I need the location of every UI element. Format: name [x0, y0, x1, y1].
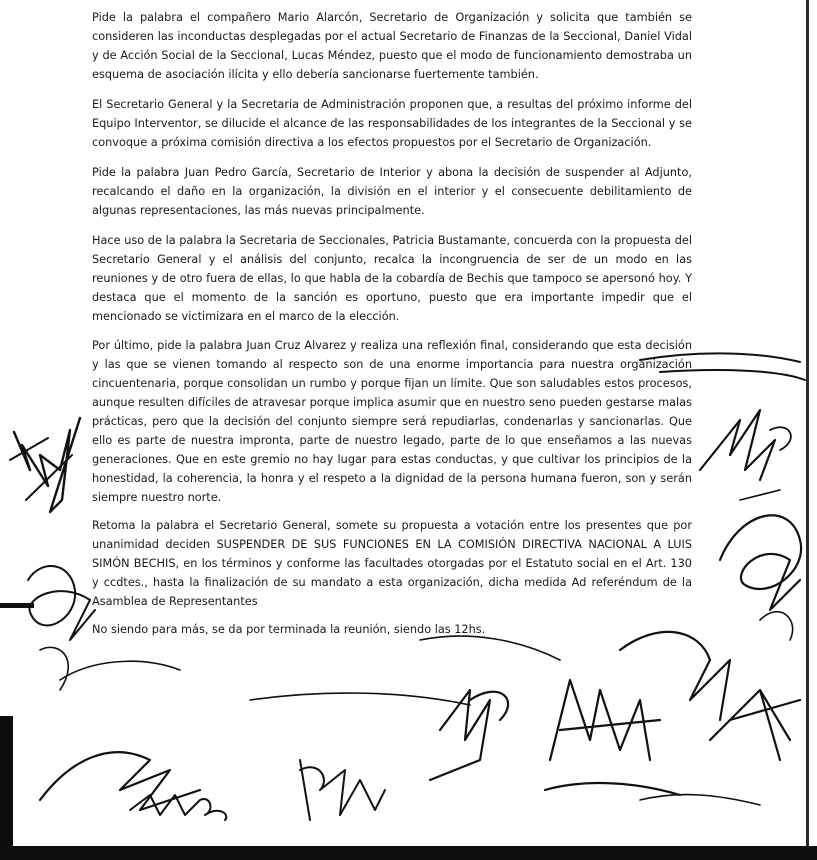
page-edge-shadow [806, 0, 809, 860]
signature-bottom-center [420, 636, 560, 780]
scan-mark-left-bar [0, 716, 13, 860]
paragraph-cierre: No siendo para más, se da por terminada la reunión, siendo las 12hs. [92, 623, 486, 636]
paragraph-alvarez: Por último, pide la palabra Juan Cruz Alvarez y realiza una reflexión final, considerando que esta decisión y las que se vienen tomando al respecto son de una enorme importancia para nuestra organización cincuentenaria, porque consolidan un rumbo y porque fijan un límite. Que son saludables estos procesos, aunque resulten difíciles de atravesar porque implica asumir que en nuestro seno pueden gestarse malas prácticas, pero que la decisión del conjunto siempre será repudiarlas, condenarlas y sancionarlas. Que ello es parte de nuestra impronta, parte de nuestro legado, parte de lo que enseñamos a las nuevas generaciones. Que en este gremio no hay lugar para estas conductas, y que cultivar los principios de la honestidad, la coherencia, la honra y el respeto a la dignidad de la persona humana fueron, son y serán siempre nuestro norte. [92, 339, 692, 504]
paragraph-alarcon: Pide la palabra el compañero Mario Alarcón, Secretario de Organización y solicita que también se consideren las inconductas desplegadas por el actual Secretario de Finanzas de la Seccional, Daniel Vidal y de Acción Social de la Seccional, Lucas Méndez, puesto que el modo de funcionamiento demostraba un esquema de asociación ilícita y ello debería sancionarse fuertemente también. [92, 11, 692, 81]
paragraph-garcia: Pide la palabra Juan Pedro García, Secretario de Interior y abona la decisión de suspender al Adjunto, recalcando el daño en la organización, la división en el interior y el consecuente debilitamiento de algunas representaciones, las más nuevas principalmente. [92, 166, 692, 217]
signature-left-middle [28, 566, 95, 690]
signature-bottom-center-left [250, 693, 470, 820]
scan-mark-bottom-bar [0, 846, 817, 860]
document-body [92, 8, 692, 639]
scan-mark-left-tab [0, 603, 34, 608]
signature-bottom-right [620, 632, 800, 805]
paragraph-bustamante: Hace uso de la palabra la Secretaria de Seccionales, Patricia Bustamante, concuerda con la propuesta del Secretario General y el análisis del conjunto, recalca la incongruencia de ser de un modo en las reuniones y de otro fuera de ellas, lo que habla de la cobardía de Bechis que tampoco se apersonó hoy. Y destaca que el momento de la sanción es oportuno, puesto que era importante impedir que el mencionado se victimizara en el marco de la elección. [92, 234, 692, 323]
signature-bottom-mwes [130, 795, 226, 820]
paragraph-secretario-general: El Secretario General y la Secretaria de Administración proponen que, a resultas del próximo informe del Equipo Interventor, se dilucide el alcance de las responsabilidades de los integrantes de la Seccional y se convoque a próxima comisión directiva a los efectos propuestos por el Secretario de Organización. [92, 98, 692, 149]
signature-left-margin [10, 418, 80, 512]
signature-bottom-center-right [545, 680, 680, 795]
signature-right-upper [700, 410, 791, 480]
signature-right-middle [720, 490, 801, 640]
signature-bottom-left [40, 661, 200, 810]
paragraph-votacion: Retoma la palabra el Secretario General, somete su propuesta a votación entre los presentes que por unanimidad deciden SUSPENDER DE SUS FUNCIONES EN LA COMISIÓN DIRECTIVA NACIONAL A LUIS SIMÓN BECHIS, en los términos y conforme las facultades otorgadas por el Estatuto social en el Art. 130 y ccdtes., hasta la finalización de su mandato a esta organización, dicha medida Ad referéndum de la Asamblea de Representantes [92, 519, 692, 608]
